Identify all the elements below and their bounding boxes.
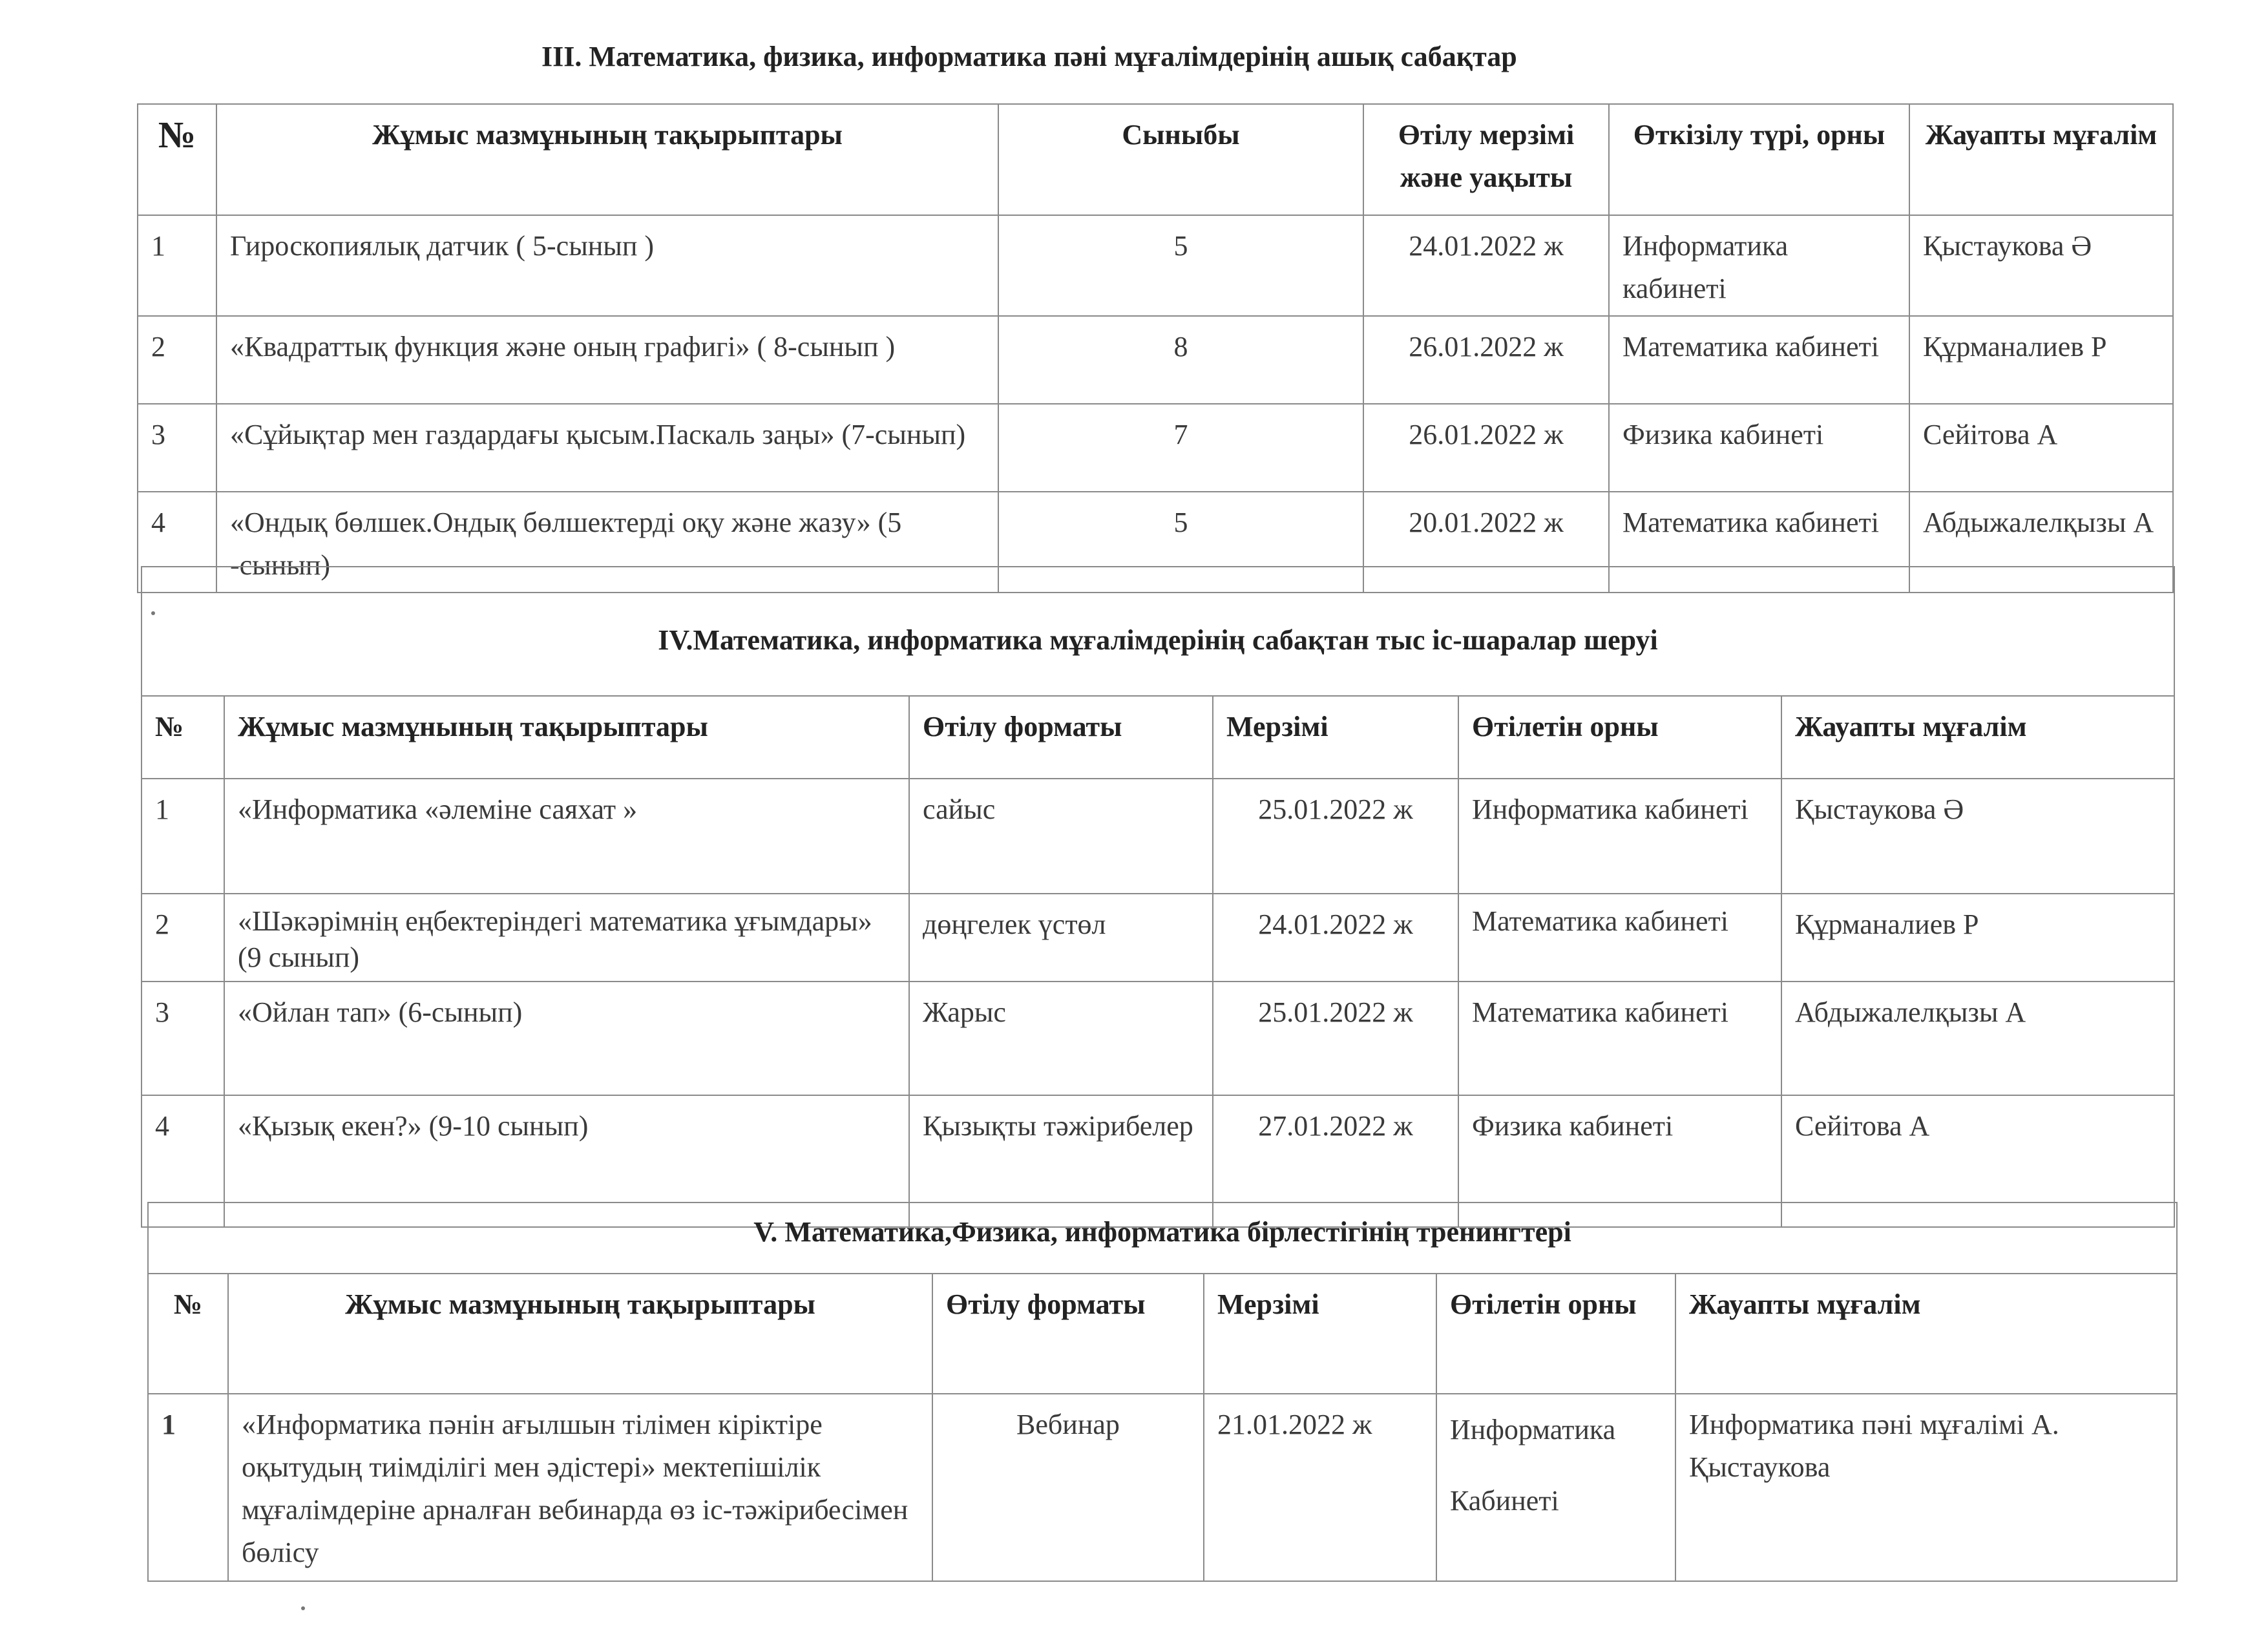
table-header-row	[142, 696, 2174, 779]
extracurricular-table	[141, 566, 2175, 1228]
cell-topic: «Информатика «әлеміне саяхат »	[224, 779, 909, 894]
cell-topic: «Ондық бөлшек.Ондық бөлшектерді оқу және жазу» (5 -сынып)	[216, 492, 998, 593]
cell-grade: 5	[998, 492, 1363, 593]
col-header-number: №	[142, 696, 224, 779]
scan-speck	[301, 1606, 305, 1610]
section-3-title: III. Математика, физика, информатика пәні мұғалімдерінің ашық сабақтар	[541, 41, 1517, 72]
cell-grade: 8	[998, 316, 1363, 404]
cell-topic: «Информатика пәнін ағылшын тілімен кіріктіре оқытудың тиімділігі мен әдістері» мектепішілік мұғалімдеріне арналған вебинарда өз іс-тәжірибесімен бөлісу	[228, 1394, 932, 1581]
col-header-place: Өтілетін орны	[1458, 696, 1781, 779]
col-header-topic: Жұмыс мазмұнының тақырыптары	[228, 1274, 932, 1394]
cell-format: Қызықты тәжірибелер	[909, 1095, 1213, 1227]
cell-date: 25.01.2022 ж	[1213, 779, 1458, 894]
cell-date: 26.01.2022 ж	[1363, 316, 1609, 404]
cell-format: Жарыс	[909, 982, 1213, 1095]
col-header-number: №	[148, 1274, 228, 1394]
table-header-row	[138, 104, 2173, 215]
cell-teacher: Қыстаукова Ә	[1781, 779, 2174, 894]
cell-place: Математика кабинеті	[1609, 492, 1909, 593]
cell-place: Физика кабинеті	[1458, 1095, 1781, 1227]
col-header-topic: Жұмыс мазмұнының тақырыптары	[216, 104, 998, 215]
table-header-row	[148, 1274, 2177, 1394]
table-row	[142, 982, 2174, 1095]
cell-topic: «Шәкәрімнің еңбектеріндегі математика ұғымдары» (9 сынып)	[224, 894, 909, 982]
cell-number: 1	[138, 215, 216, 316]
cell-place: Математика кабинеті	[1458, 982, 1781, 1095]
col-header-date: Өтілу мерзімі және уақыты	[1363, 104, 1609, 215]
cell-number: 3	[138, 404, 216, 492]
cell-format: Вебинар	[932, 1394, 1204, 1581]
cell-format: сайыс	[909, 779, 1213, 894]
section-4-title-row	[142, 567, 2174, 696]
table-row	[148, 1394, 2177, 1581]
col-header-date: Мерзімі	[1213, 696, 1458, 779]
col-header-type-place: Өткізілу түрі, орны	[1609, 104, 1909, 215]
table-row	[138, 404, 2173, 492]
cell-place: Информатика кабинеті	[1609, 215, 1909, 316]
cell-place: Математика кабинеті	[1458, 894, 1781, 982]
cell-topic: «Квадраттық функция және оның графигі» ( 8-сынып )	[216, 316, 998, 404]
cell-topic: «Ойлан тап» (6-сынып)	[224, 982, 909, 1095]
cell-place: Математика кабинеті	[1609, 316, 1909, 404]
cell-date: 21.01.2022 ж	[1204, 1394, 1436, 1581]
col-header-grade: Сыныбы	[998, 104, 1363, 215]
cell-number: 4	[138, 492, 216, 593]
cell-teacher: Құрманалиев Р	[1781, 894, 2174, 982]
col-header-place: Өтілетін орны	[1436, 1274, 1675, 1394]
scan-speck	[151, 611, 155, 615]
cell-teacher: Қыстаукова Ә	[1909, 215, 2173, 316]
open-lessons-table	[137, 103, 2174, 593]
cell-topic: Гироскопиялық датчик ( 5-сынып )	[216, 215, 998, 316]
cell-number: 2	[142, 894, 224, 982]
col-header-format: Өтілу форматы	[932, 1274, 1204, 1394]
cell-grade: 5	[998, 215, 1363, 316]
cell-place: Информатика Кабинеті	[1436, 1394, 1675, 1581]
cell-topic: «Қызық екен?» (9-10 сынып)	[224, 1095, 909, 1227]
cell-date: 24.01.2022 ж	[1363, 215, 1609, 316]
cell-teacher: Абдыжалелқызы А	[1909, 492, 2173, 593]
cell-teacher: Информатика пәні мұғалімі А. Қыстаукова	[1675, 1394, 2177, 1581]
table-row	[142, 779, 2174, 894]
cell-date: 24.01.2022 ж	[1213, 894, 1458, 982]
cell-grade: 7	[998, 404, 1363, 492]
table-row	[138, 215, 2173, 316]
cell-date: 26.01.2022 ж	[1363, 404, 1609, 492]
cell-teacher: Сейітова А	[1781, 1095, 2174, 1227]
col-header-number: №	[138, 104, 216, 215]
cell-topic: «Сұйықтар мен газдардағы қысым.Паскаль заңы» (7-сынып)	[216, 404, 998, 492]
section-5-title-row	[148, 1203, 2177, 1274]
cell-format: дөңгелек үстөл	[909, 894, 1213, 982]
table-row	[138, 316, 2173, 404]
col-header-teacher: Жауапты мұғалім	[1675, 1274, 2177, 1394]
cell-date: 27.01.2022 ж	[1213, 1095, 1458, 1227]
table-row	[142, 894, 2174, 982]
col-header-topic: Жұмыс мазмұнының тақырыптары	[224, 696, 909, 779]
cell-number: 1	[142, 779, 224, 894]
col-header-teacher: Жауапты мұғалім	[1781, 696, 2174, 779]
cell-number: 4	[142, 1095, 224, 1227]
col-header-format: Өтілу форматы	[909, 696, 1213, 779]
cell-date: 20.01.2022 ж	[1363, 492, 1609, 593]
cell-place: Информатика кабинеті	[1458, 779, 1781, 894]
col-header-teacher: Жауапты мұғалім	[1909, 104, 2173, 215]
section-5-title: V. Математика,Физика, информатика бірлестігінің тренингтері	[148, 1203, 2177, 1274]
cell-teacher: Құрманалиев Р	[1909, 316, 2173, 404]
cell-place: Физика кабинеті	[1609, 404, 1909, 492]
trainings-table	[147, 1202, 2178, 1582]
cell-teacher: Абдыжалелқызы А	[1781, 982, 2174, 1095]
cell-number: 1	[148, 1394, 228, 1581]
cell-number: 2	[138, 316, 216, 404]
section-4-title: ІV.Математика, информатика мұғалімдерінің сабақтан тыс іс-шаралар шеруі	[142, 567, 2174, 696]
cell-date: 25.01.2022 ж	[1213, 982, 1458, 1095]
cell-teacher: Сейітова А	[1909, 404, 2173, 492]
cell-number: 3	[142, 982, 224, 1095]
col-header-date: Мерзімі	[1204, 1274, 1436, 1394]
